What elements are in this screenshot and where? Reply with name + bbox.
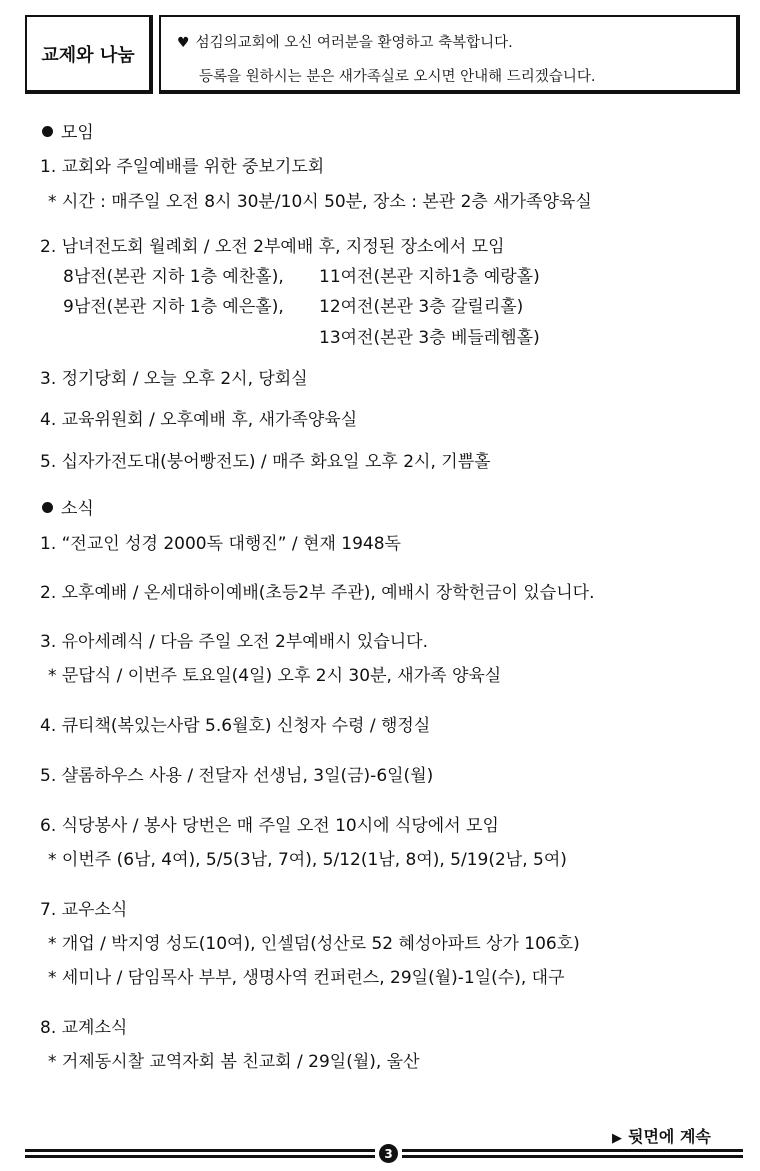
- welcome-line-1: [177, 31, 513, 52]
- list-item: 11여전(본관 지하1층 예랑홀): [319, 267, 540, 287]
- list-item: 9남전(본관 지하 1층 예은홀),: [63, 297, 284, 317]
- list-item: * 이번주 (6남, 4여), 5/5(3남, 7여), 5/12(1남, 8여), 5/19(2남, 5여): [48, 850, 567, 870]
- meeting-heading: [42, 122, 94, 144]
- list-item: * 거제동시찰 교역자회 봄 친교회 / 29일(월), 울산: [48, 1052, 420, 1072]
- list-item: * 개업 / 박지영 성도(10여), 인셀덤(성산로 52 혜성아파트 상가 106호): [48, 934, 580, 954]
- list-item: 4. 교육위원회 / 오후예배 후, 새가족양육실: [40, 410, 358, 430]
- list-item: 8남전(본관 지하 1층 예찬홀),: [63, 267, 284, 287]
- list-item: 3. 유아세례식 / 다음 주일 오전 2부예배시 있습니다.: [40, 632, 429, 652]
- list-item: 7. 교우소식: [40, 900, 128, 920]
- list-item: 2. 남녀전도회 월례회 / 오전 2부예배 후, 지정된 장소에서 모임: [40, 237, 505, 257]
- list-item: * 세미나 / 담임목사 부부, 생명사역 컨퍼런스, 29일(월)-1일(수), 대구: [48, 968, 565, 988]
- news-heading-text: 소식: [61, 499, 94, 519]
- list-item: 1. 교회와 주일예배를 위한 중보기도회: [40, 157, 325, 177]
- list-item: 2. 오후예배 / 온세대하이예배(초등2부 주관), 예배시 장학헌금이 있습니다.: [40, 583, 595, 603]
- footer-rule-right: [402, 1149, 743, 1158]
- news-heading: [42, 498, 94, 520]
- footer-rule-left: [25, 1149, 375, 1158]
- page-number: 3: [379, 1144, 398, 1163]
- welcome-box: [159, 15, 740, 94]
- list-item: * 시간 : 매주일 오전 8시 30분/10시 50분, 장소 : 본관 2층 새가족양육실: [48, 192, 592, 212]
- bullet-icon: [42, 126, 53, 137]
- list-item: 5. 샬롬하우스 사용 / 전달자 선생님, 3일(금)-6일(월): [40, 766, 434, 786]
- bullet-icon: [42, 502, 53, 513]
- list-item: 1. “전교인 성경 2000독 대행진” / 현재 1948독: [40, 534, 401, 554]
- heart-icon: ♥: [177, 35, 190, 51]
- continue-note: [612, 1124, 711, 1147]
- list-item: 5. 십자가전도대(붕어빵전도) / 매주 화요일 오후 2시, 기쁨홀: [40, 452, 491, 472]
- continue-text: 뒷면에 계속: [628, 1127, 711, 1146]
- list-item: 4. 큐티책(복있는사람 5.6월호) 신청자 수령 / 행정실: [40, 716, 431, 736]
- welcome-text-1: 섬김의교회에 오신 여러분을 환영하고 축복합니다.: [195, 35, 513, 51]
- list-item: 8. 교계소식: [40, 1018, 128, 1038]
- list-item: 6. 식당봉사 / 봉사 당번은 매 주일 오전 10시에 식당에서 모임: [40, 816, 499, 836]
- section-title: 교제와 나눔: [41, 44, 135, 66]
- list-item: * 문답식 / 이번주 토요일(4일) 오후 2시 30분, 새가족 양육실: [48, 666, 502, 686]
- list-item: 13여전(본관 3층 베들레헴홀): [319, 328, 540, 348]
- play-triangle-icon: ▶: [612, 1131, 622, 1146]
- section-title-box: [25, 15, 153, 94]
- meeting-heading-text: 모임: [61, 123, 94, 143]
- welcome-line-2: 등록을 원하시는 분은 새가족실로 오시면 안내해 드리겠습니다.: [199, 69, 596, 85]
- list-item: 3. 정기당회 / 오늘 오후 2시, 당회실: [40, 369, 308, 389]
- list-item: 12여전(본관 3층 갈릴리홀): [319, 297, 524, 317]
